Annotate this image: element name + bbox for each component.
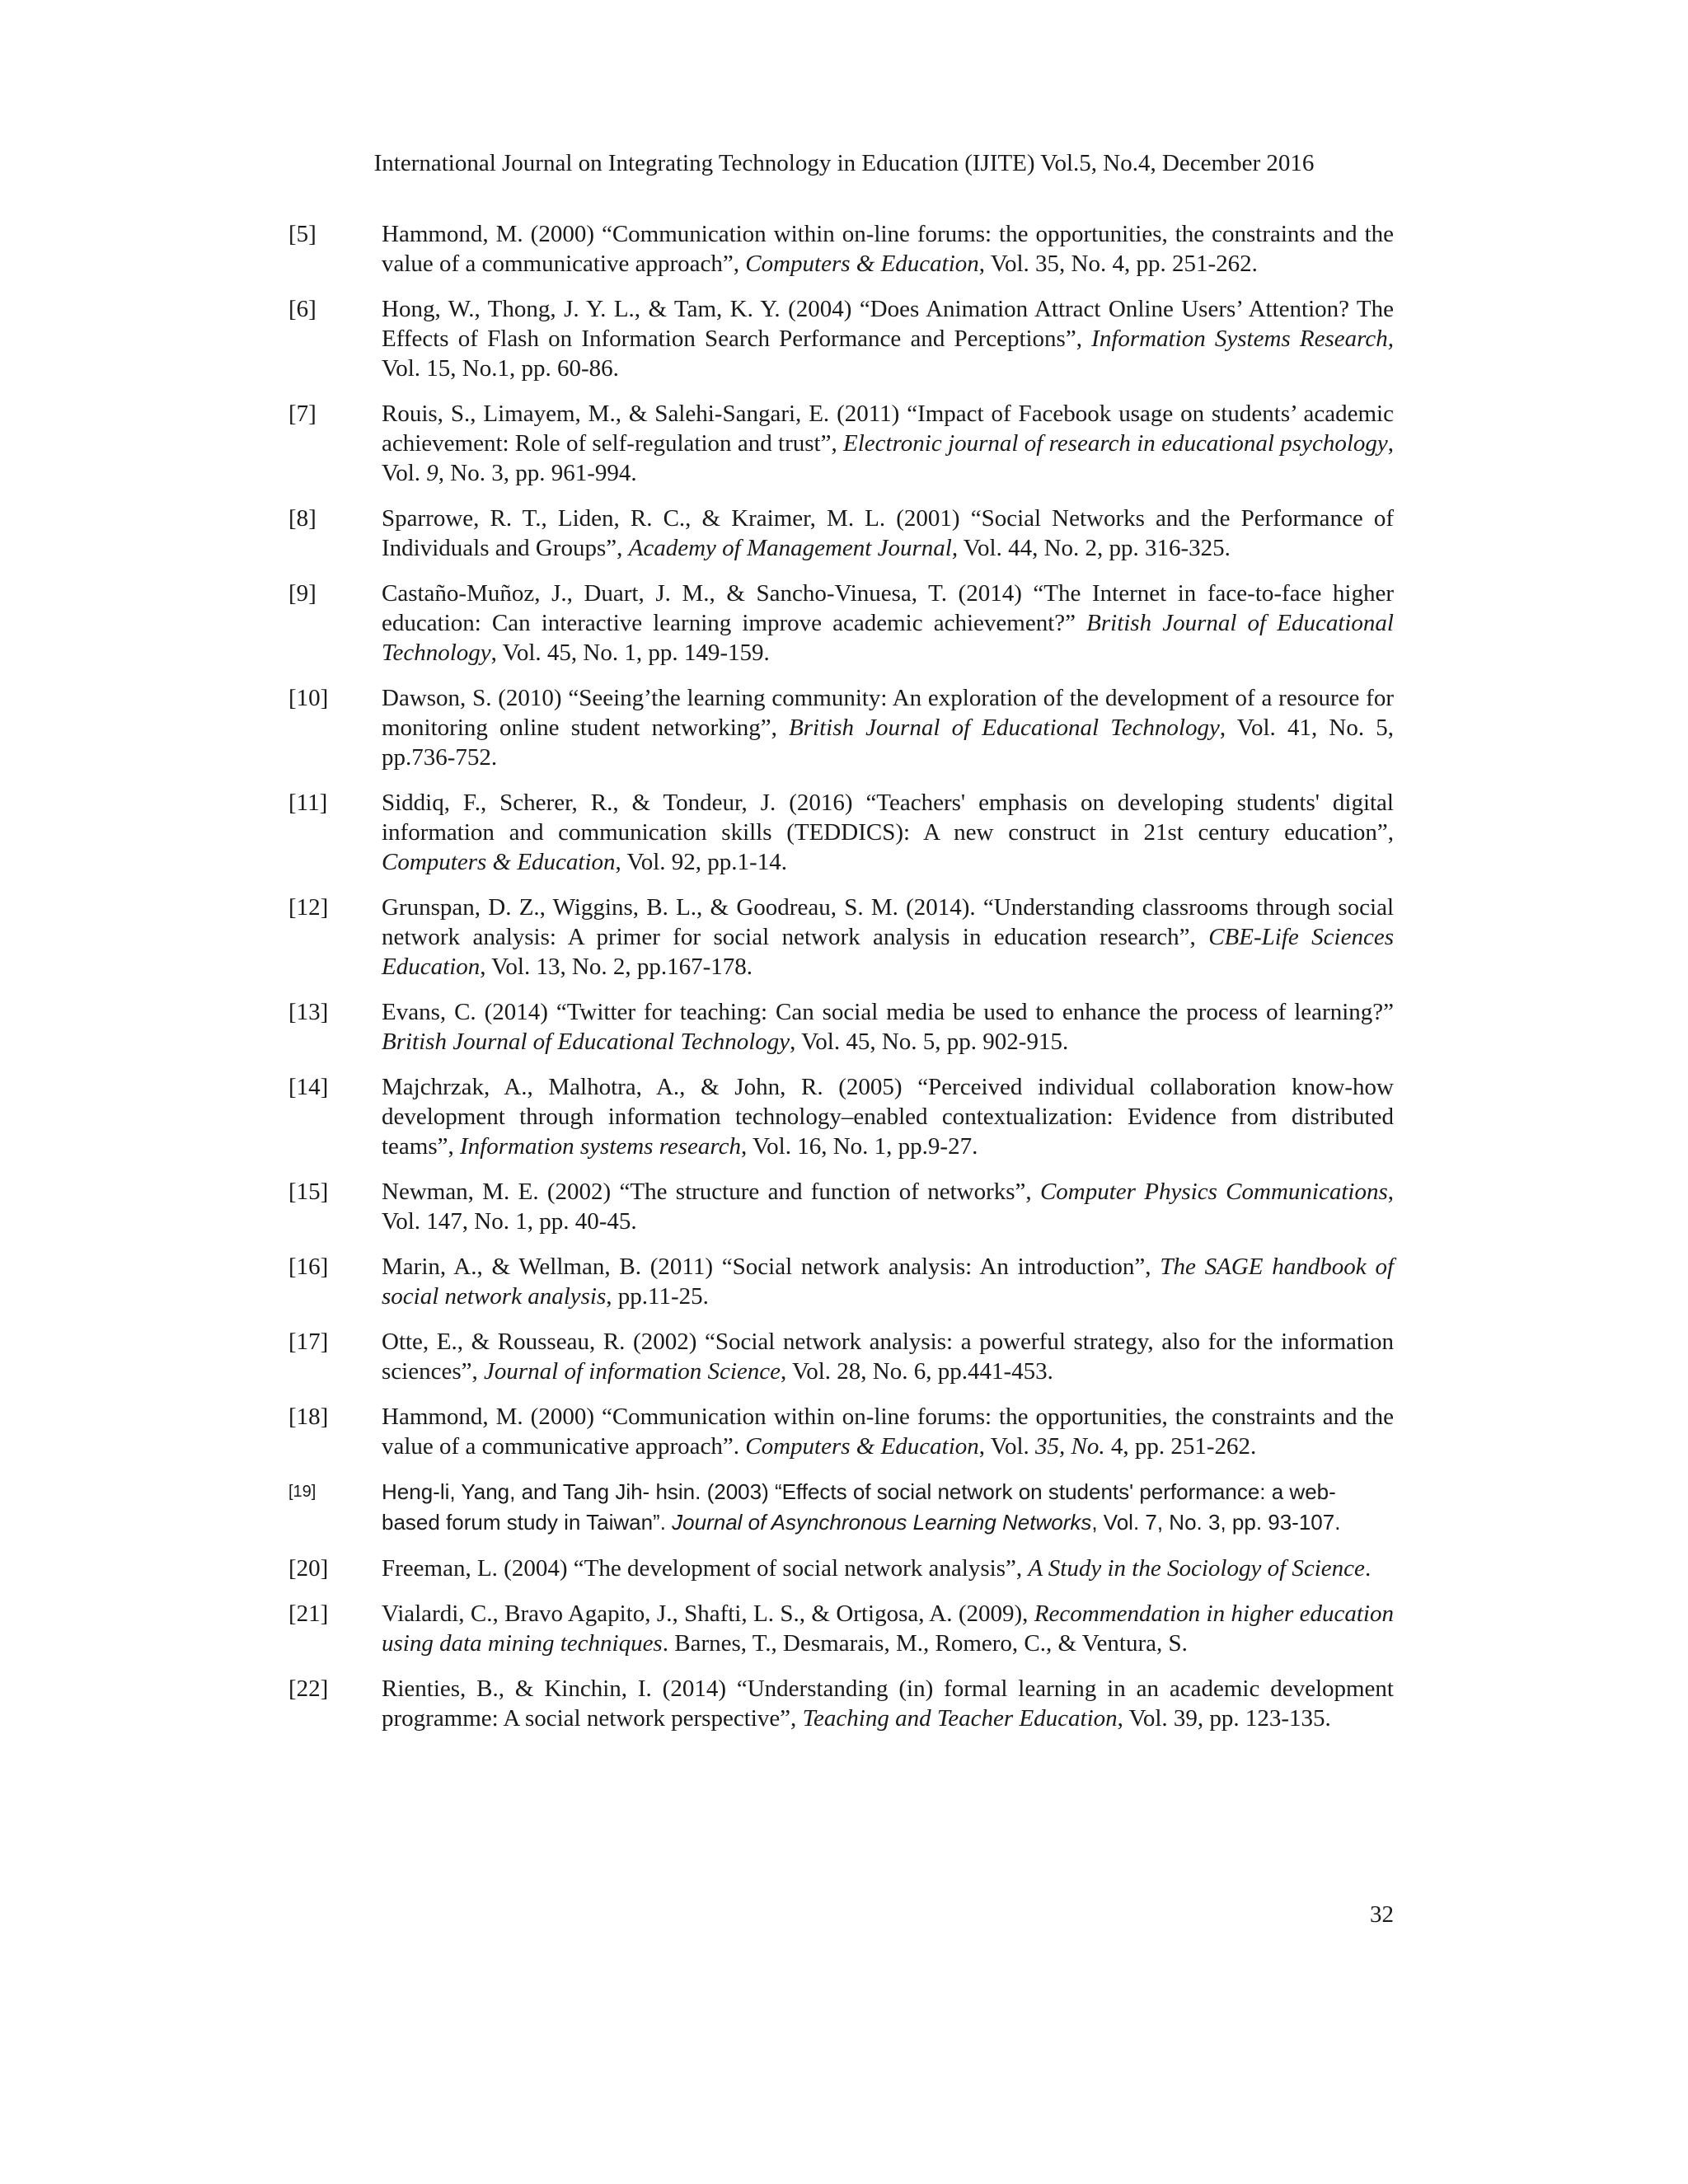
reference-text-segment: Otte, E., & Rousseau, R. (2002) “Social network analysis: a powerful strategy, also for the information sciences”,: [382, 1329, 1394, 1385]
reference-text: [382, 294, 1394, 383]
reference-text: [382, 504, 1394, 563]
reference-source-italic: British Journal of Educational Technology: [382, 610, 1394, 666]
reference-number: [21]: [288, 1601, 329, 1627]
reference-text: [382, 893, 1394, 982]
reference-item: [288, 399, 1394, 488]
reference-number: [18]: [288, 1404, 329, 1430]
reference-number: [20]: [288, 1555, 329, 1582]
reference-source-italic: The SAGE handbook of social network analysis: [382, 1254, 1394, 1310]
reference-text-segment: Rouis, S., Limayem, M., & Salehi-Sangari, E. (2011) “Impact of Facebook usage on students’ academic achievement: Role of self-regulation and trust”,: [382, 401, 1394, 457]
reference-number: [12]: [288, 894, 329, 921]
reference-source-italic: Journal of information Science: [484, 1358, 781, 1385]
reference-text-segment: Castaño-Muñoz, J., Duart, J. M., & Sancho-Vinuesa, T. (2014) “The Internet in face-to-face higher education: Can interactive learning improve academic achievement?”: [382, 580, 1394, 636]
reference-number: [19]: [288, 1483, 316, 1501]
reference-text: [382, 219, 1394, 279]
reference-text-segment: Majchrzak, A., Malhotra, A., & John, R. (2005) “Perceived individual collaboration know-how development through information technology–enabled contextualization: Evidence from distributed teams”,: [382, 1074, 1394, 1160]
reference-item: [288, 788, 1394, 877]
reference-text-segment: 4, pp. 251-262.: [1104, 1433, 1257, 1460]
reference-number: [7]: [288, 401, 316, 427]
reference-text-segment: Hammond, M. (2000) “Communication within on-line forums: the opportunities, the constraints and the value of a communicative approach”.: [382, 1404, 1394, 1460]
reference-text: [382, 1554, 1394, 1583]
reference-text: [382, 788, 1394, 877]
reference-number: [13]: [288, 999, 329, 1025]
reference-text-segment: , Vol. 147, No. 1, pp. 40-45.: [382, 1179, 1394, 1235]
reference-item: [288, 1674, 1394, 1733]
reference-text-segment: , Vol. 41, No. 5, pp.736-752.: [382, 715, 1394, 771]
reference-item: [288, 1477, 1394, 1538]
reference-source-italic: Computers & Education: [382, 849, 616, 875]
reference-text: [382, 1477, 1394, 1538]
reference-item: [288, 1072, 1394, 1161]
reference-text-segment: , Vol.: [382, 430, 1394, 486]
reference-source-italic: Computer Physics Communications: [1039, 1179, 1388, 1205]
reference-item: [288, 1252, 1394, 1311]
reference-text-segment: , Vol. 92, pp.1-14.: [615, 849, 787, 875]
reference-source-italic: British Journal of Educational Technology: [789, 715, 1220, 741]
reference-number: [10]: [288, 685, 329, 711]
reference-number: [11]: [288, 790, 328, 816]
reference-text-segment: Siddiq, F., Scherer, R., & Tondeur, J. (2016) “Teachers' emphasis on developing students' digital information and communication skills (TEDDICS): A new construct in 21st century education”,: [382, 790, 1394, 846]
reference-source-italic: British Journal of Educational Technology: [382, 1029, 790, 1055]
reference-text-segment: , Vol. 13, No. 2, pp.167-178.: [480, 954, 753, 980]
reference-item: [288, 893, 1394, 982]
reference-text-segment: Rienties, B., & Kinchin, I. (2014) “Understanding (in) formal learning in an academic development programme: A social network perspective”,: [382, 1675, 1394, 1732]
reference-list: [288, 219, 1394, 1749]
reference-text-segment: Vol. 44, No. 2, pp. 316-325.: [958, 535, 1231, 561]
reference-text-segment: , Vol.: [978, 1433, 1036, 1460]
reference-text: [382, 399, 1394, 488]
reference-number: [9]: [288, 580, 316, 607]
reference-text: [382, 997, 1394, 1057]
reference-text-segment: . Barnes, T., Desmarais, M., Romero, C., & Ventura, S.: [662, 1630, 1188, 1657]
reference-source-italic: Teaching and Teacher Education: [802, 1705, 1118, 1732]
reference-text-segment: Sparrowe, R. T., Liden, R. C., & Kraimer, M. L. (2001) “Social Networks and the Performance of Individuals and Groups”,: [382, 505, 1394, 561]
reference-source-italic: Electronic journal of research in educational psychology: [843, 430, 1388, 457]
reference-text: [382, 1072, 1394, 1161]
reference-text-segment: Evans, C. (2014) “Twitter for teaching: Can social media be used to enhance the process of learning?”: [382, 999, 1394, 1025]
reference-number: [22]: [288, 1675, 329, 1702]
reference-text-segment: Heng-li, Yang, and Tang Jih- hsin. (2003) “Effects of social network on students' performance: a web-based forum study in Taiwan”.: [382, 1479, 1336, 1535]
page-number: 32: [1370, 1901, 1394, 1928]
reference-text-segment: Hong, W., Thong, J. Y. L., & Tam, K. Y. (2004) “Does Animation Attract Online Users’ Attention? The Effects of Flash on Information Search Performance and Perceptions”,: [382, 296, 1394, 352]
reference-item: [288, 1402, 1394, 1461]
reference-source-italic: Computers & Education: [745, 251, 979, 277]
reference-number: [5]: [288, 221, 316, 247]
reference-item: [288, 219, 1394, 279]
reference-item: [288, 1599, 1394, 1658]
reference-item: [288, 1554, 1394, 1583]
reference-text-segment: Vialardi, C., Bravo Agapito, J., Shafti, L. S., & Ortigosa, A. (2009),: [382, 1601, 1034, 1627]
reference-text: [382, 579, 1394, 668]
reference-text-segment: , Vol. 39, pp. 123-135.: [1117, 1705, 1331, 1732]
reference-text-segment: Marin, A., & Wellman, B. (2011) “Social network analysis: An introduction”,: [382, 1254, 1160, 1280]
reference-text: [382, 1177, 1394, 1236]
reference-number: [17]: [288, 1329, 329, 1355]
reference-source-italic: Academy of Management Journal,: [628, 535, 959, 561]
running-header: International Journal on Integrating Technology in Education (IJITE) Vol.5, No.4, December 2016: [373, 150, 1315, 176]
reference-item: [288, 1327, 1394, 1386]
reference-source-italic: Information systems research: [460, 1133, 741, 1160]
reference-item: [288, 294, 1394, 383]
reference-source-italic: Information Systems Research,: [1091, 326, 1394, 352]
reference-source-italic: 9: [426, 460, 438, 486]
reference-number: [14]: [288, 1074, 329, 1100]
reference-text-segment: , Vol. 16, No. 1, pp.9-27.: [741, 1133, 978, 1160]
reference-item: [288, 1177, 1394, 1236]
reference-text: [382, 1327, 1394, 1386]
reference-text-segment: , Vol. 45, No. 5, pp. 902-915.: [790, 1029, 1069, 1055]
reference-text-segment: , No. 3, pp. 961-994.: [438, 460, 637, 486]
reference-source-italic: Journal of Asynchronous Learning Networks: [672, 1510, 1092, 1535]
reference-source-italic: 35, No.: [1035, 1433, 1105, 1460]
reference-number: [16]: [288, 1254, 329, 1280]
reference-item: [288, 504, 1394, 563]
reference-text: [382, 1599, 1394, 1658]
reference-item: [288, 683, 1394, 772]
reference-source-italic: A Study in the Sociology of Science: [1028, 1555, 1365, 1582]
reference-number: [15]: [288, 1179, 329, 1205]
reference-item: [288, 997, 1394, 1057]
reference-text-segment: Dawson, S. (2010) “Seeing’the learning community: An exploration of the development of a resource for monitoring online student networking”,: [382, 685, 1394, 741]
reference-text-segment: Newman, M. E. (2002) “The structure and function of networks”,: [382, 1179, 1040, 1205]
reference-text-segment: , Vol. 45, No. 1, pp. 149-159.: [490, 640, 770, 666]
reference-text-segment: .: [1364, 1555, 1372, 1582]
reference-text: [382, 1674, 1394, 1733]
reference-source-italic: CBE-Life Sciences Education: [382, 924, 1395, 980]
reference-text: [382, 1252, 1394, 1311]
reference-number: [6]: [288, 296, 316, 322]
reference-text-segment: Grunspan, D. Z., Wiggins, B. L., & Goodreau, S. M. (2014). “Understanding classrooms through social network analysis: A primer for social network analysis in education research”,: [382, 894, 1394, 950]
reference-source-italic: Recommendation in higher education using data mining techniques: [382, 1601, 1394, 1657]
reference-number: [8]: [288, 505, 316, 532]
reference-text-segment: Hammond, M. (2000) “Communication within on-line forums: the opportunities, the constraints and the value of a communicative approach”,: [382, 221, 1394, 277]
reference-text: [382, 1402, 1394, 1461]
reference-text-segment: , pp.11-25.: [606, 1283, 709, 1310]
reference-text-segment: , Vol. 35, No. 4, pp. 251-262.: [978, 251, 1258, 277]
reference-source-italic: Computers & Education: [745, 1433, 979, 1460]
reference-text: [382, 683, 1394, 772]
reference-text-segment: Vol. 15, No.1, pp. 60-86.: [382, 355, 619, 382]
reference-text-segment: , Vol. 7, No. 3, pp. 93-107.: [1091, 1510, 1341, 1535]
reference-text-segment: Freeman, L. (2004) “The development of social network analysis”,: [382, 1555, 1029, 1582]
reference-text-segment: , Vol. 28, No. 6, pp.441-453.: [781, 1358, 1053, 1385]
reference-item: [288, 579, 1394, 668]
